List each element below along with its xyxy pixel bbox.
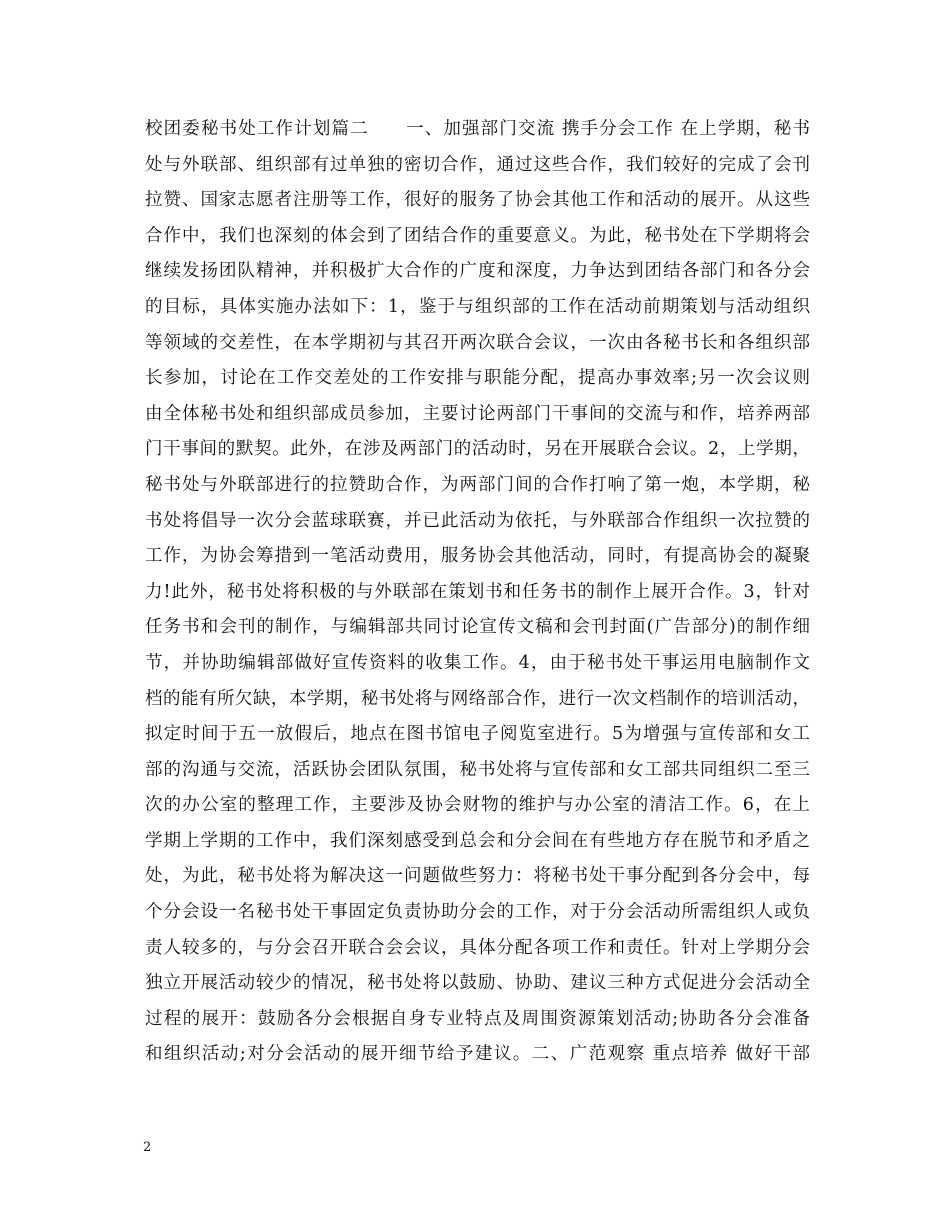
body-text [145,112,810,1073]
text-line: 拟定时间于五一放假后，地点在图书馆电子阅览室进行。5为增强与宣传部和女工 [145,724,810,745]
text-line: 部的沟通与交流，活跃协会团队氛围，秘书处将与宣传部和女工部共同组织二至三 [145,759,810,780]
text-line: 责人较多的，与分会召开联合会会议，具体分配各项工作和责任。针对上学期分会 [145,937,810,958]
text-line: 由全体秘书处和组织部成员参加，主要讨论两部门干事间的交流与和作，培养两部 [145,403,810,424]
text-line: 次的办公室的整理工作，主要涉及协会财物的维护与办公室的清洁工作。6，在上 [145,795,810,816]
text-line: 合作中，我们也深刻的体会到了团结合作的重要意义。为此，秘书处在下学期将会 [145,225,810,246]
text-line: 节，并协助编辑部做好宣传资料的收集工作。4，由于秘书处干事运用电脑制作文 [145,652,810,673]
text-line: 门干事间的默契。此外，在涉及两部门的活动时，另在开展联合会议。2，上学期， [145,439,810,460]
text-line: 档的能有所欠缺，本学期，秘书处将与网络部合作，进行一次文档制作的培训活动， [145,688,810,709]
text-line: 长参加，讨论在工作交差处的工作安排与职能分配，提高办事效率;另一次会议则 [145,368,810,389]
text-line: 过程的展开：鼓励各分会根据自身专业特点及周围资源策划活动;协助各分会准备 [145,1008,810,1029]
page-number: 2 [143,1140,152,1155]
text-line: 书处将倡导一次分会蓝球联赛，并已此活动为依托，与外联部合作组织一次拉赞的 [145,510,810,531]
text-line: 学期上学期的工作中，我们深刻感受到总会和分会间在有些地方存在脱节和矛盾之 [145,830,810,851]
text-line: 个分会设一名秘书处干事固定负责协助分会的工作，对于分会活动所需组织人或负 [145,902,810,923]
text-line: 等领域的交差性，在本学期初与其召开两次联合会议，一次由各秘书长和各组织部 [145,332,810,353]
text-line: 力!此外，秘书处将积极的与外联部在策划书和任务书的制作上展开合作。3，针对 [145,581,810,602]
text-line: 校团委秘书处工作计划篇二 一、加强部门交流 携手分会工作 在上学期，秘书 [145,119,810,139]
text-line: 的目标，具体实施办法如下：1，鉴于与组织部的工作在活动前期策划与活动组织 [145,296,810,317]
text-line: 秘书处与外联部进行的拉赞助合作，为两部门间的合作打响了第一炮，本学期，秘 [145,474,810,495]
text-line: 独立开展活动较少的情况，秘书处将以鼓励、协助、建议三种方式促进分会活动全 [145,973,810,994]
text-line: 拉赞、国家志愿者注册等工作，很好的服务了协会其他工作和活动的展开。从这些 [145,190,810,211]
text-line: 工作，为协会筹措到一笔活动费用，服务协会其他活动，同时，有提高协会的凝聚 [145,546,810,567]
text-line: 继续发扬团队精神，并积极扩大合作的广度和深度，力争达到团结各部门和各分会 [145,261,810,282]
text-line: 和组织活动;对分会活动的展开细节给予建议。二、广范观察 重点培养 做好干部 [145,1044,810,1065]
text-line: 处与外联部、组织部有过单独的密切合作，通过这些合作，我们较好的完成了会刊 [145,154,810,175]
text-line: 任务书和会刊的制作，与编辑部共同讨论宣传文稿和会刊封面(广告部分)的制作细 [145,617,810,638]
text-line: 处，为此，秘书处将为解决这一问题做些努力：将秘书处干事分配到各分会中，每 [145,866,810,887]
